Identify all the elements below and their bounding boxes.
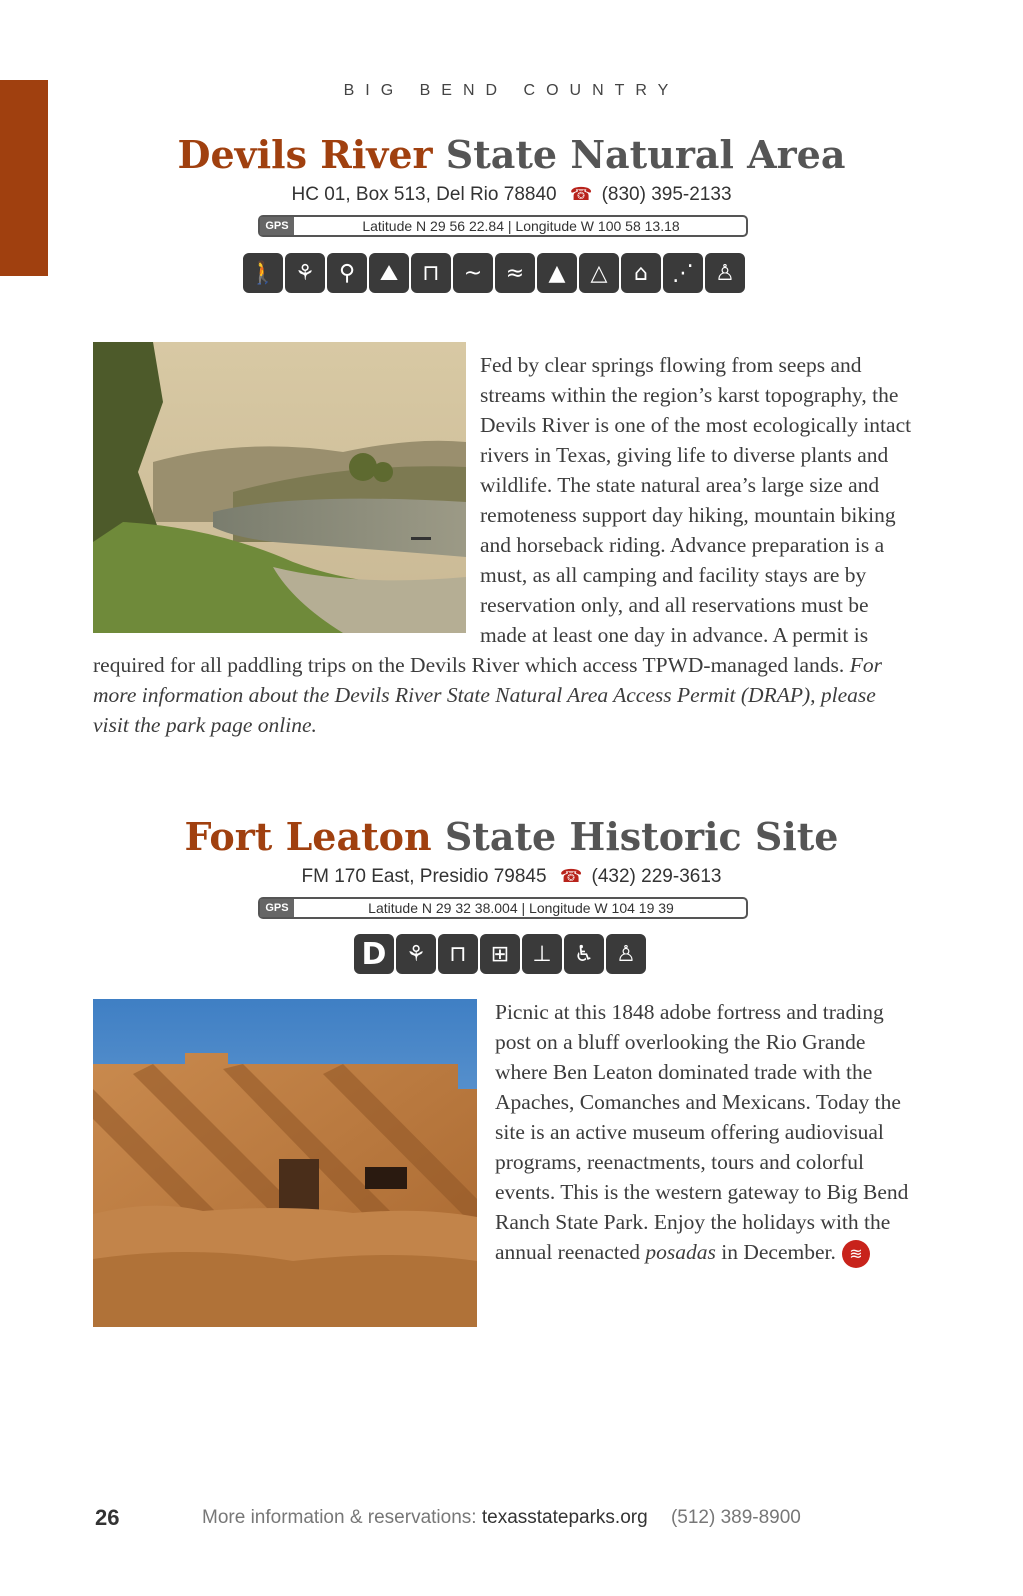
restroom-icon: ♙ [705,253,745,293]
gift-shop-icon: ⊞ [480,934,520,974]
phone-icon: ☎ [559,866,583,886]
gps-bar [258,215,748,237]
park-name-rest: State Natural Area [445,132,846,177]
gps-coordinates: Latitude N 29 32 38.004 | Longitude W 104 19 39 [368,900,674,916]
camping-icon: ▲ [537,253,577,293]
park-name-accent: Devils River [177,132,433,177]
picnic-icon: ⊓ [411,253,451,293]
shower-icon: ⋰ [663,253,703,293]
day-use-icon: D [354,934,394,974]
park-address: HC 01, Box 513, Del Rio 78840 [291,184,557,205]
gps-tag: GPS [260,217,294,235]
gps-coordinates: Latitude N 29 56 22.84 | Longitude W 100 58 13.18 [362,218,680,234]
park-address-line [0,184,1023,206]
description-end: in December. [721,1240,836,1264]
restroom-icon: ♙ [606,934,646,974]
amenity-icons [243,253,745,293]
park-description [495,997,920,1268]
park-address-line [0,866,1023,888]
park-description [93,350,913,740]
historic-site-icon: ⊥ [522,934,562,974]
page-number: 26 [95,1505,120,1530]
footer-phone: (512) 389-8900 [670,1507,801,1528]
nature-trail-icon: ⚘ [285,253,325,293]
park-phone: (830) 395-2133 [601,184,732,205]
description-text: Fed by clear springs flowing from seeps and streams within the region’s karst topography, the Devils River is one of the most ecologically intact rivers in Texas, giving life to diverse plants and wildlife. The state natural area’s large size and remoteness support day hiking, mountain biking and horseback riding. Advance preparation is a must, as all camping and facility stays are by reservation only, and all reservations must be made at least one day in advance. A permit is required for all paddling trips on the Devils River which access TPWD-managed lands. [93,353,912,677]
nature-trail-icon: ⚘ [396,934,436,974]
swimming-icon: ≈ [495,253,535,293]
park-title [0,814,1023,859]
fort-photo [93,999,477,1327]
region-header: BIG BEND COUNTRY [343,82,680,99]
park-name-rest: State Historic Site [444,814,839,859]
footer-info [202,1507,801,1529]
park-title [0,132,1023,177]
gps-tag: GPS [260,899,294,917]
section-tab [0,80,48,276]
phone-icon: ☎ [569,184,593,204]
description-italic: posadas [645,1240,716,1264]
park-address: FM 170 East, Presidio 79845 [301,866,547,887]
gps-bar [258,897,748,919]
wifi-icon: ≋ [842,1240,870,1268]
amenity-icons [354,934,646,974]
camping-water-icon: △ [579,253,619,293]
permit-note: For more information about the Devils River State Natural Area Access Permit (DRAP), please visit the park page online. [93,653,882,737]
accessible-trail-icon: ♿ [564,934,604,974]
hiking-icon: 🚶 [243,253,283,293]
footer-label: More information & reservations: [202,1507,477,1528]
biking-icon: ⚲ [327,253,367,293]
group-camping-icon: ⌂ [621,253,661,293]
park-name-accent: Fort Leaton [184,814,432,859]
mountain-biking-icon: ⛰ [369,253,409,293]
website-link[interactable]: texasstateparks.org [481,1507,648,1528]
picnic-icon: ⊓ [438,934,478,974]
park-phone: (432) 229-3613 [591,866,722,887]
description-text: Picnic at this 1848 adobe fortress and trading post on a bluff overlooking the Rio Grande where Ben Leaton dominated trade with the Apaches, Comanches and Mexicans. Today the site is an active museum offering audiovisual programs, reenactments, tours and colorful events. This is the western gateway to Big Bend Ranch State Park. Enjoy the holidays with the annual reenacted [495,1000,909,1264]
fishing-icon: ~ [453,253,493,293]
